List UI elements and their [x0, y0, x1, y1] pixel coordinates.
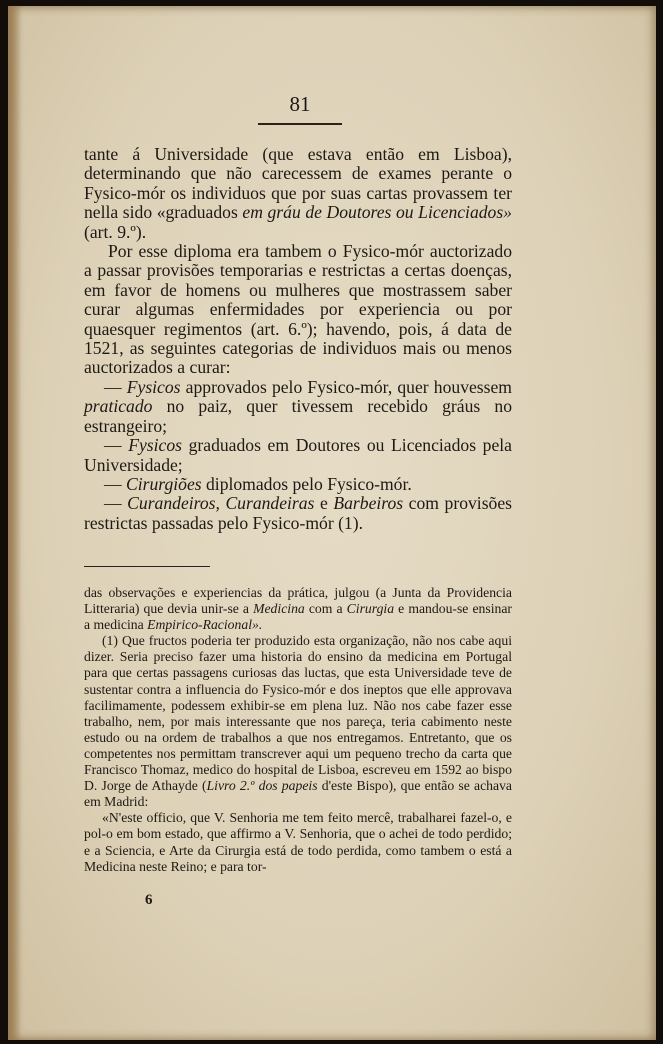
- page-gutter-shadow: [8, 6, 22, 1040]
- paragraph-2: Por esse diploma era tambem o Fysico-mór auctorizado a passar provisões temporarias e restrictas a certas doenças, em favor de homens ou mulheres que mostrassem saber curar algumas enfermidades por experiencia ou por quaesquer regimentos (art. 6.º); havendo, pois, á data de 1521, as seguintes categorias de individuos mais ou menos auctorizados a curar:: [84, 241, 512, 378]
- c3-italic: Cirurgiões: [126, 473, 202, 494]
- n1-italic: Livro 2.º dos papeis: [206, 778, 318, 794]
- n0-italic-2: Cirurgia: [346, 601, 395, 617]
- n0-text: das observações e experiencias da prática, julgou (a Junta da Providencia Litteraria) que devia unir-se a: [84, 585, 512, 617]
- c1-dash: —: [104, 376, 127, 397]
- n0-italic-3: Empirico-Racional».: [147, 617, 263, 633]
- page-number: 81: [289, 92, 311, 116]
- c2-dash: —: [104, 435, 129, 456]
- main-text: [84, 145, 512, 533]
- p1-italic: em gráu de Doutores ou Licenciados»: [242, 202, 512, 223]
- n1-end: d'este Bispo), que então se achava em Madrid:: [84, 778, 512, 810]
- header-rule: [258, 123, 342, 125]
- p1-text: tante á Universidade (que estava então em Lisboa), determinando que não carecessem de exames perante o Fysico-mór os individuos que por suas cartas provassem ter nella sido «graduados: [84, 144, 512, 223]
- c4-italic-1: Curandeiros, Curandeiras: [127, 493, 315, 514]
- c1-end: no paiz, quer tivessem recebido gráus no estrangeiro;: [84, 396, 512, 436]
- category-1: [84, 378, 512, 436]
- signature-mark: 6: [145, 892, 153, 908]
- c1-italic: Fysicos: [126, 376, 181, 397]
- c4-italic-2: Barbeiros: [333, 493, 404, 514]
- n1-text: (1) Que fructos poderia ter produzido esta organização, não nos cabe aqui dizer. Seria preciso fazer uma historia do ensino da medicina em Portugal para que certas passagens curiosas das luctas, que esta Universidade teve de sustentar contra a influencia do Fysico-mór e dos ineptos que elle approvava facilimamente, podessem exhibir-se em plena luz. Não nos cabe fazer esse trabalho, nem, por mais interessante que nos pareça, teria cabimento neste estudo ou na ordem de trabalhos a que nos entregamos. Entretanto, que os competentes nos permittam transcrever aqui um pequeno trecho da carta que Francisco Thomaz, medico do hospital de Lisboa, escreveu em 1592 ao bispo D. Jorge de Athayde (: [84, 633, 512, 794]
- n0-mid: com a: [304, 601, 347, 617]
- footnotes: [84, 585, 512, 875]
- n0-italic-1: Medicina: [253, 601, 305, 617]
- p1-end: (art. 9.º).: [84, 221, 147, 242]
- n0-mid-2: e mandou-se ensinar a medicina: [84, 601, 512, 633]
- paragraph-1: [84, 145, 512, 242]
- c1-italic-2: praticado: [84, 396, 153, 417]
- c4-end: com provisões restrictas passadas pelo Fysico-mór (1).: [84, 493, 512, 533]
- c4-conj: e: [314, 493, 334, 514]
- category-4: [84, 494, 512, 533]
- footnote-quote: «N'este officio, que V. Senhoria me tem feito mercê, trabalharei fazel-o, e pol-o em bom estado, que affirmo a V. Senhoria, que o achei de todo perdido; e a Sciencia, e Arte da Cirurgia está de todo perdida, como tambem o está a Medicina neste Reino; e para tor-: [84, 810, 512, 874]
- c2-end: graduados em Doutores ou Licenciados pela Universidade;: [84, 435, 512, 475]
- category-3: [84, 475, 512, 494]
- category-2: [84, 436, 512, 475]
- c4-dash: —: [104, 493, 128, 514]
- c1-mid: approvados pelo Fysico-mór, quer houvessem: [180, 376, 512, 397]
- footnote-continued: [84, 585, 512, 633]
- c2-italic: Fysicos: [128, 435, 182, 456]
- c3-end: diplomados pelo Fysico-mór.: [201, 473, 412, 494]
- footnote-1: [84, 633, 512, 810]
- c3-dash: —: [104, 473, 126, 494]
- footnote-rule: [84, 566, 210, 567]
